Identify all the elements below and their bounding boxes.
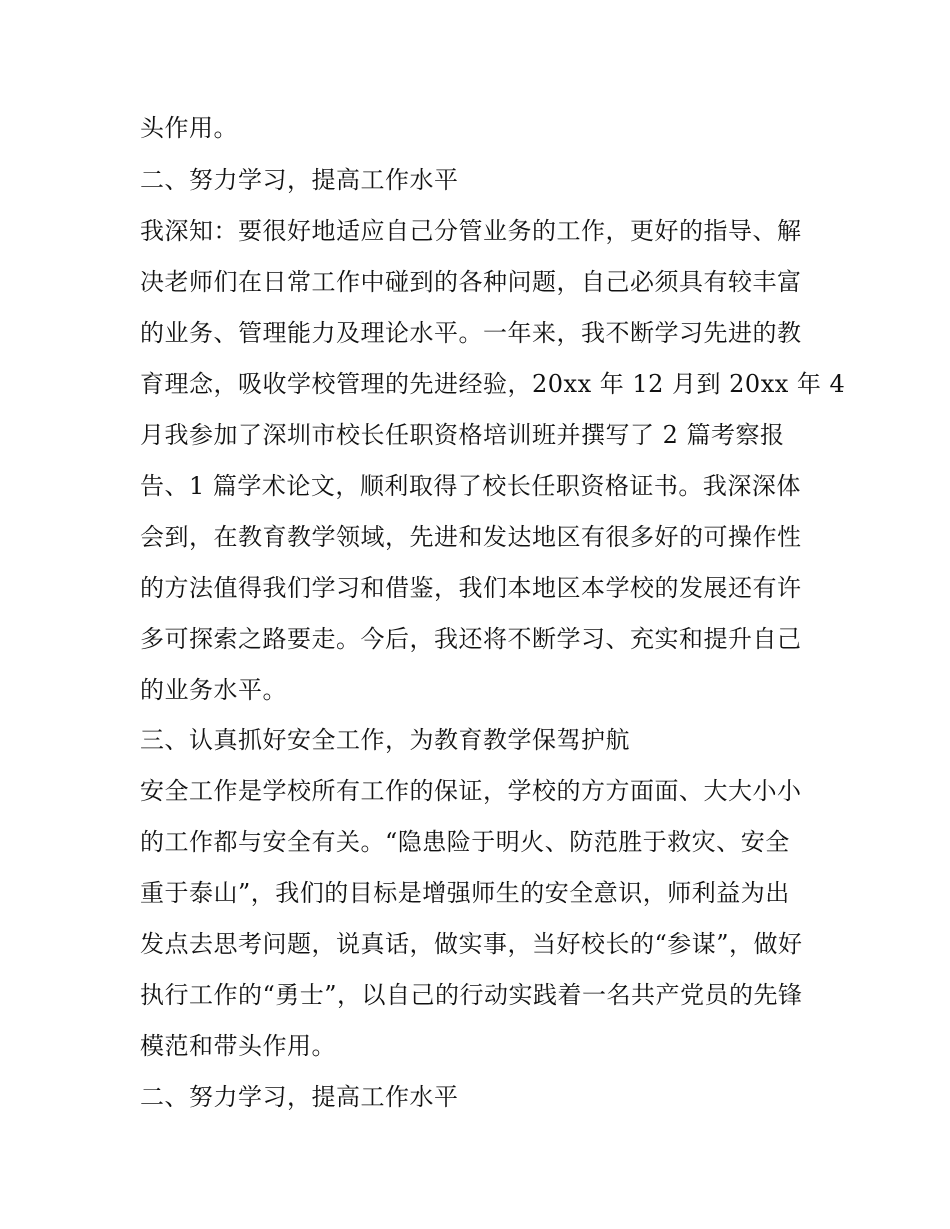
text-line: 发点去思考问题，说真话，做实事，当好校长的“参谋”，做好 bbox=[140, 930, 803, 958]
text-line: 执行工作的“勇士”，以自己的行动实践着一名共产党员的先锋 bbox=[140, 981, 803, 1009]
section-heading: 二、努力学习，提高工作水平 bbox=[140, 1083, 459, 1111]
section-heading: 二、努力学习，提高工作水平 bbox=[140, 166, 459, 194]
text-line: 多可探索之路要走。今后，我还将不断学习、充实和提升自己 bbox=[140, 625, 802, 653]
section-heading: 三、认真抓好安全工作，为教育教学保驾护航 bbox=[140, 726, 630, 754]
text-line: 模范和带头作用。 bbox=[140, 1032, 336, 1060]
text-line: 安全工作是学校所有工作的保证，学校的方方面面、大大小小 bbox=[140, 777, 802, 805]
text-line: 育理念，吸收学校管理的先进经验，20xx 年 12 月到 20xx 年 4 bbox=[140, 370, 846, 398]
text-line: 告、1 篇学术论文，顺利取得了校长任职资格证书。我深深体 bbox=[140, 472, 801, 500]
text-line: 会到，在教育教学领域，先进和发达地区有很多好的可操作性 bbox=[140, 523, 802, 551]
text-line: 重于泰山”，我们的目标是增强师生的安全意识，师利益为出 bbox=[140, 879, 790, 907]
text-line: 决老师们在日常工作中碰到的各种问题，自己必须具有较丰富 bbox=[140, 268, 802, 296]
text-line: 的方法值得我们学习和借鉴，我们本地区本学校的发展还有许 bbox=[140, 574, 802, 602]
text-line: 我深知：要很好地适应自己分管业务的工作，更好的指导、解 bbox=[140, 217, 802, 245]
text-line: 月我参加了深圳市校长任职资格培训班并撰写了 2 篇考察报 bbox=[140, 421, 785, 449]
text-line: 头作用。 bbox=[140, 114, 238, 142]
text-line: 的工作都与安全有关。“隐患险于明火、防范胜于救灾、安全 bbox=[140, 828, 790, 856]
text-line: 的业务、管理能力及理论水平。一年来，我不断学习先进的教 bbox=[140, 319, 802, 347]
text-line: 的业务水平。 bbox=[140, 676, 287, 704]
